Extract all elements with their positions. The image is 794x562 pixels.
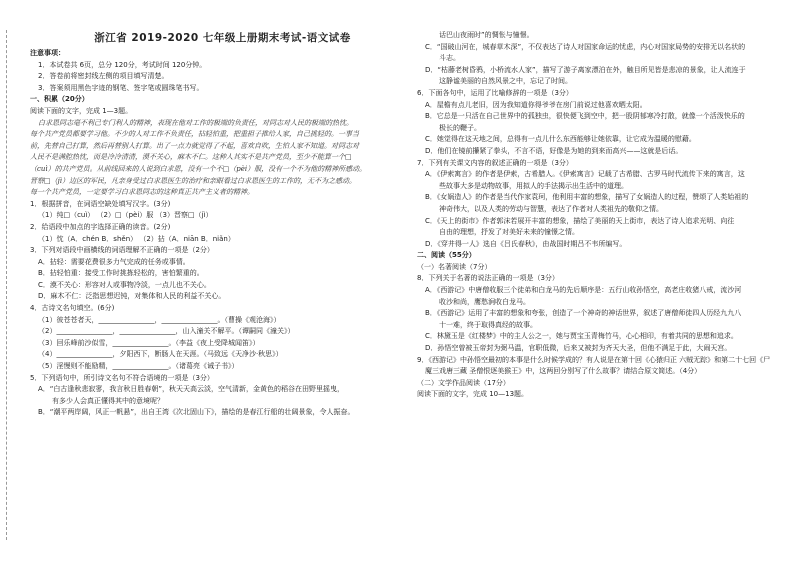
text-line: C．“国破山河在，城春草木深”，不仅表达了诗人对国家命运的忧虑，内心对国家局势的安排无以名状的 — [425, 42, 746, 51]
text-line: D．麻木不仁：泛指思想迟钝，对集体和人民的利益不关心。 — [38, 292, 226, 301]
text-line: （2）________________，________________，山入潼关不解平。（谭嗣同《潼关》） — [38, 327, 295, 336]
text-line: 收沙和尚，鹰愁涧收白龙马。 — [439, 297, 530, 306]
text-line: 有多少人会真正懂得其中的意境呢？ — [52, 396, 164, 405]
text-line: （5）淫慢则不能励精，________________。（诸葛亮《诫子书》） — [38, 362, 239, 371]
text-line: C．《天上的街市》作者郭沫若展开丰富的想象，描绘了美丽的天上街市，表达了诗人追求光明、向往 — [425, 216, 735, 225]
text-line: 3．下列对语段中画横线的词语理解不正确的一项是（2分） — [30, 246, 214, 255]
right-column-text — [417, 30, 779, 401]
text-line: （1）纯□（cuì） （2）□（pèi）服 （3）晋察□（jì） — [38, 211, 213, 220]
text-line: 话巴山夜雨时”的惆怅与憧憬。 — [439, 31, 534, 39]
text-line: 二、阅读（55分） — [417, 251, 476, 260]
text-line: 2．给语段中加点的字选择正确的读音。(2分) — [30, 222, 171, 231]
text-line: 一、积累（20分） — [30, 95, 89, 104]
text-line: （一）名著阅读（7分） — [417, 262, 492, 271]
text-line: A．屋檐有点儿老旧，因为我知道你得爷爷在房门前说过他喜欢晒太阳。 — [425, 100, 647, 109]
text-line: 斗志。 — [439, 54, 460, 63]
text-line: D．“枯藤老树昏鸦，小桥流水人家”，描写了游子离家漂泊在外，触目所见皆是悲凉的景象，让人流连于 — [425, 65, 746, 74]
text-line: A．拈轻：需要花费很多力气完成的任务或事情。 — [38, 257, 190, 266]
text-line: A．《西游记》中唐僧收服三个徒弟和白龙马的先后顺序是：五行山收孙悟空，高老庄收猪八戒，流沙河 — [425, 286, 742, 295]
text-line: B．《西游记》运用了丰富的想象和夸张，创造了一个神奇的神话世界，叙述了唐僧师徒四人历经九九八 — [425, 309, 742, 318]
paper-title: 浙江省 2019-2020 七年级上册期末考试-语文试卷 — [94, 32, 351, 44]
left-column — [30, 30, 415, 419]
text-line: 2．答卷前将密封线左侧的项目填写清楚。 — [38, 72, 169, 81]
text-line: 自由的理想，抒发了对美好未来的憧憬之情。 — [439, 228, 579, 237]
text-line: 4．古诗文名句填空。(6分) — [30, 304, 115, 313]
text-line: 6．下面各句中，运用了比喻修辞的一项是（3分） — [417, 88, 573, 97]
text-line: 神奇伟大，以及人类的劳动与智慧，表达了作者对人类祖先的敬仰之情。 — [439, 204, 663, 213]
text-line: （4）________________，夕阳西下，断肠人在天涯。（马致远《天净沙·秋思》） — [38, 350, 283, 359]
text-line: 前，先替自己打算，然后再替别人打算。出了一点力就觉得了不起，喜欢自吹，生怕人家不知道。对同志对 — [30, 141, 359, 150]
text-line: 极长的鞭子。 — [439, 123, 481, 132]
text-line: （cuì）的共产党员。从前线回来的人说到白求恩，没有一个不□（pèi）服，没有一个不为他的精神所感动。 — [30, 164, 367, 173]
text-line: 3．答案须用黑色字迹的钢笔、签字笔或圆珠笔书写。 — [38, 83, 204, 92]
text-line: B．拈轻怕重：接受工作时挑拣轻松的，害怕繁重的。 — [38, 269, 204, 278]
text-line: 阅读下面的文字，完成 1—3题。 — [30, 106, 133, 115]
text-line: （二）文学作品阅读（17分） — [417, 378, 510, 387]
text-line: 8．下列关于名著的说法正确的一项是（3分） — [417, 274, 559, 283]
text-line: C．漠不关心：形容对人或事物冷淡，一点儿也不关心。 — [38, 280, 211, 289]
text-line: 魔三戏唐三藏 圣僧恨逐美猴王》中，这两回分别写了什么故事？请结合原文简述。（4分） — [425, 367, 702, 376]
text-line: B．《女娲造人》的作者是当代作家袁珂，他利用丰富的想象，描写了女娲造人的过程，赞颂了人类始祖的 — [425, 193, 749, 202]
text-line: C．她觉得在这天地之间，总得有一点儿什么东西能够让她依靠，让它成为温暖的慰藉。 — [425, 135, 696, 144]
text-line: 些故事大多是动物故事，用拟人的手法揭示出生活中的道理。 — [439, 181, 628, 190]
text-line: A．《伊索寓言》的作者是伊索，古希腊人。《伊索寓言》记载了古希腊、古罗马时代流传下来的寓言，这 — [425, 170, 745, 179]
text-line: 5．下列语句中，所引诗文名句不符合语境的一项是（3分） — [30, 373, 214, 382]
text-line: 每一个共产党员，一定要学习白求恩同志的这种真正共产主义者的精神。 — [30, 188, 254, 197]
right-column — [417, 30, 779, 401]
text-line: D．孙悟空曾被玉帝封为弼马温，官职低微，后来又被封为齐天大圣，但他不满足于此，大闹天宫。 — [425, 344, 732, 353]
text-line: 1．根据拼音，在词语空缺处填写汉字。(3分) — [30, 199, 171, 208]
text-line: 1．本试卷共 6页，总分 120分，考试时间 120分钟。 — [38, 60, 207, 69]
text-line: 这静谧美丽的自然风景之中，忘记了时间。 — [439, 77, 572, 86]
text-line: B．“潮平两岸阔，风正一帆悬”，出自王湾《次北固山下》，描绘的是春江行船的壮阔景象，令人振奋。 — [38, 408, 355, 417]
text-line: （1）彼苍苍者天，________________，________________。（曹操《观沧海》） — [38, 315, 281, 324]
binding-line — [6, 30, 13, 540]
text-line: D．《穿井得一人》选自《吕氏春秋》，由战国时期吕不韦所编写。 — [425, 239, 627, 248]
text-line: 注意事项： — [30, 49, 65, 57]
text-line: 阅读下面的文字，完成 10—13题。 — [417, 390, 529, 399]
text-line: 7．下列有关课文内容的叙述正确的一项是（3分） — [417, 158, 573, 167]
text-line: （3）回乐峰前沙似雪，________________。（李益《夜上受降城闻笛》） — [38, 338, 260, 347]
text-line: C．林黛玉是《红楼梦》中的主人公之一，她与贾宝玉青梅竹马，心心相印，有着共同的思想和追求。 — [425, 332, 738, 341]
text-line: （1）忱（A．chén B．shěn） （2）拈（A．niān B．niǎn） — [38, 234, 235, 243]
text-line: 9．《西游记》中孙悟空最初的本事是什么时候学成的？有人说是在第十回《心猿归正 六贼无踪》和第二十七回《尸 — [417, 355, 771, 364]
text-line: 晋察□（jì）边区的军民，凡亲身受过白求恩医生的治疗和亲眼看过白求恩医生的工作的，无不为之感动。 — [30, 176, 357, 185]
text-line: 每个共产党员都要学习他。不少的人对工作不负责任，拈轻怕重，把重担子推给人家，自己挑轻的。一事当 — [30, 130, 359, 139]
text-line: B．它总是一只活在自己世界中的孤独虫，很快便飞到空中，把一股阴郁寒冷打散，就像一个活泼快乐的 — [425, 112, 745, 121]
text-line: D．他们在镜前攥紧了拳头，不言不语，好像是为她的到来而高兴——这就是后话。 — [425, 146, 683, 155]
text-line: 白求恩同志毫不利己专门利人的精神，表现在他对工作的极端的负责任，对同志对人民的极端的热忱。 — [38, 118, 353, 127]
text-line: A．“白古逢秋悲寂寥，我言秋日胜春朝”，秋天天高云淡，空气清新，金黄色的稻谷在田野里摇曳， — [38, 385, 345, 394]
text-line: 十一难，终于取得真经的故事。 — [439, 320, 537, 329]
left-column-text — [30, 48, 415, 419]
text-line: 人民不是满腔热忱，而是冷冷清清，漠不关心，麻木不仁。这种人其实不是共产党员，至少不能算一个□ — [30, 153, 352, 162]
